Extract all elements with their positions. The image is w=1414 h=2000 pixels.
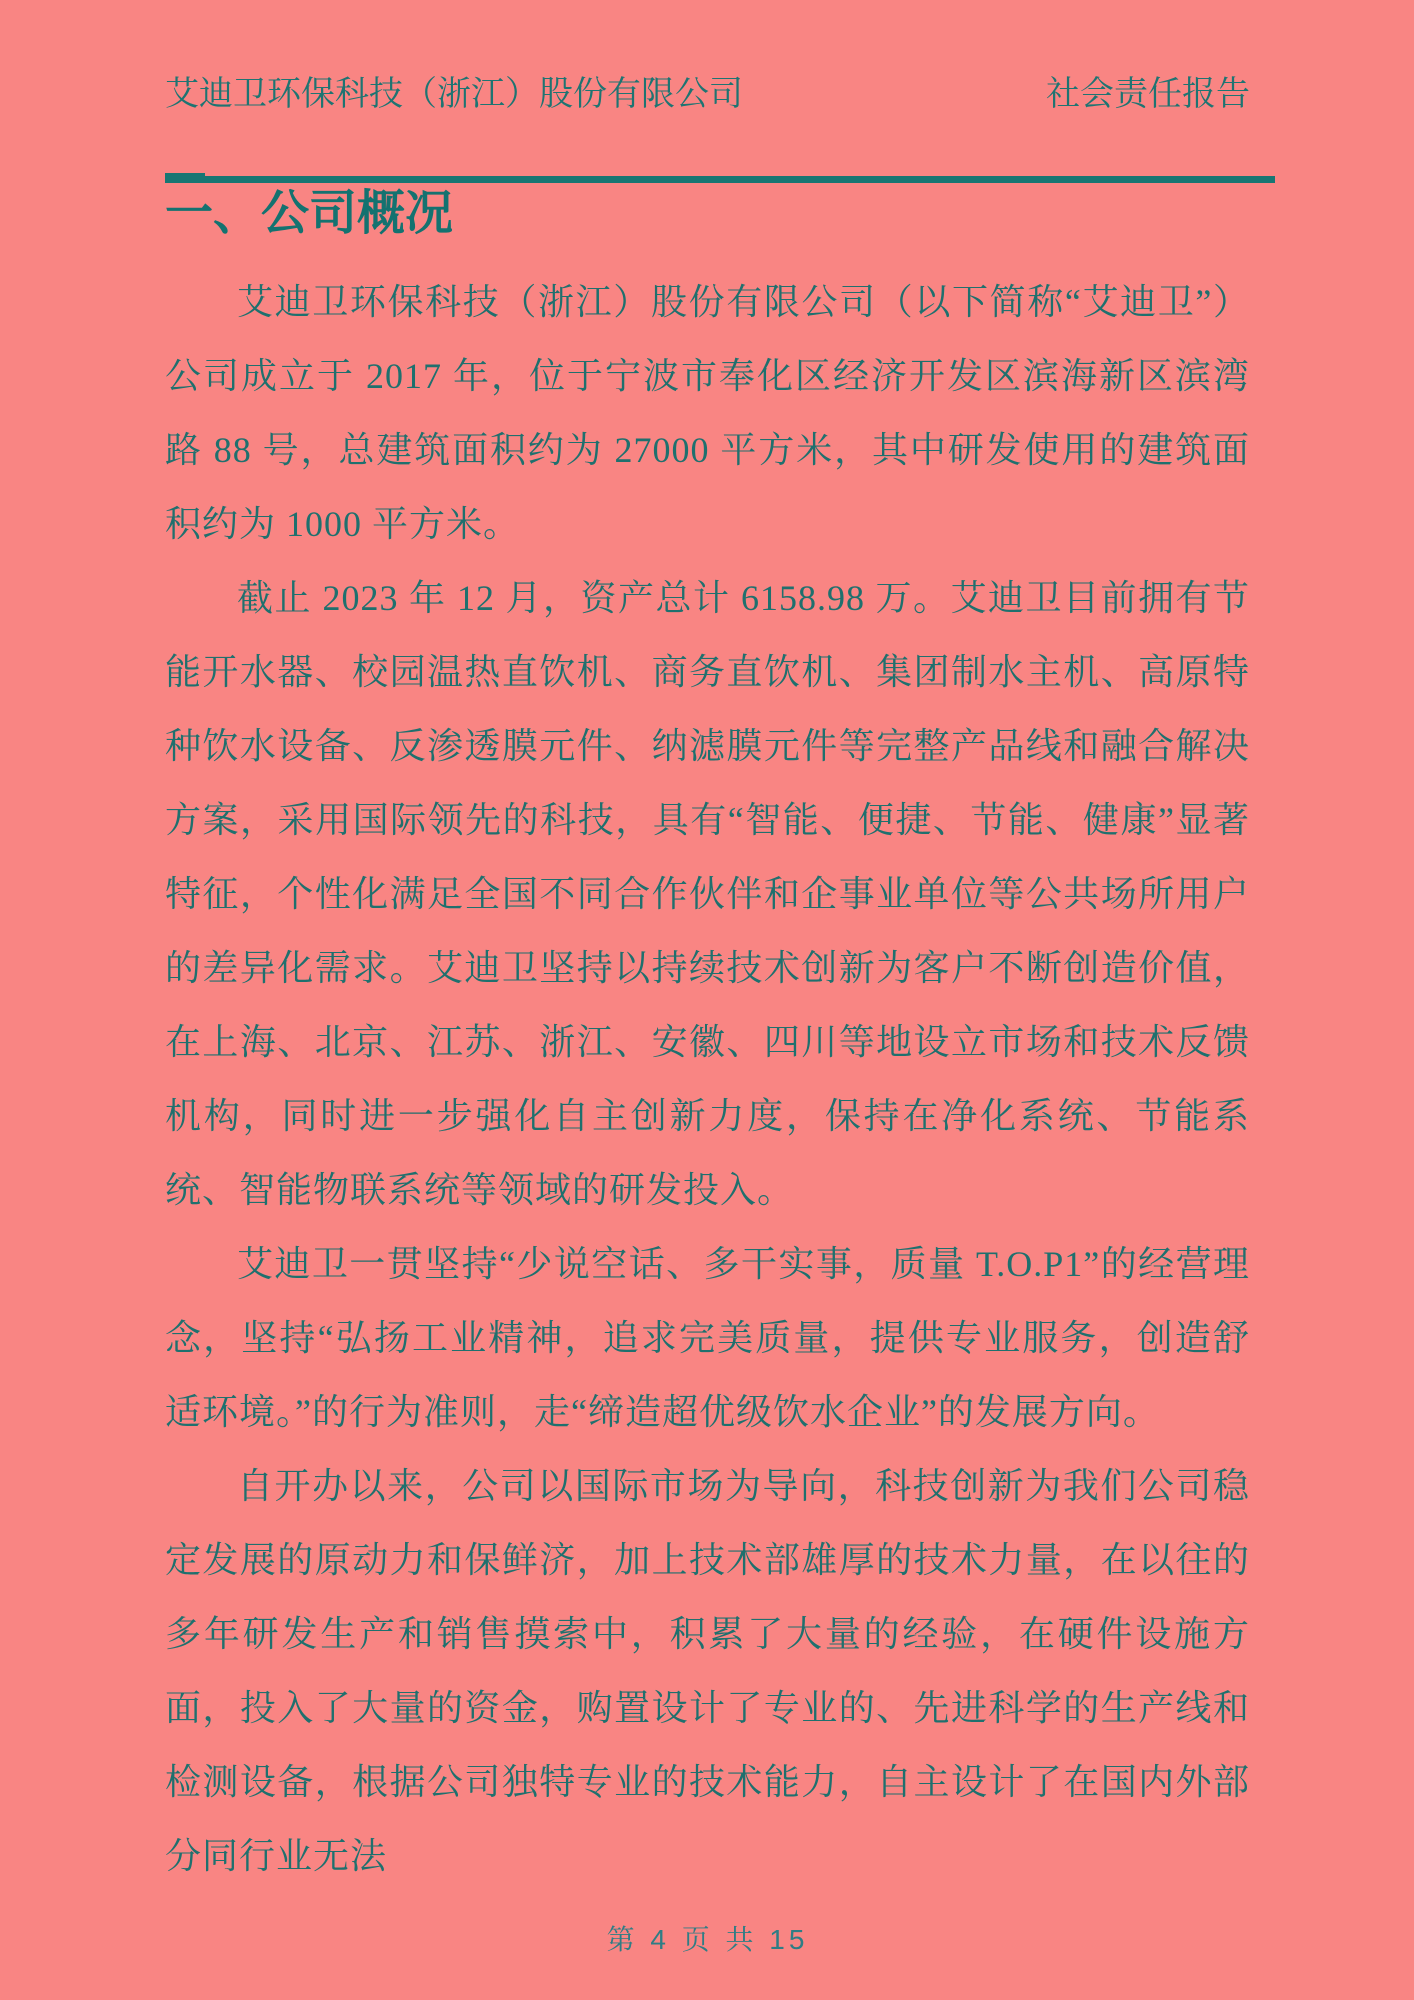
page-header <box>165 75 1250 115</box>
header-company-name: 艾迪卫环保科技（浙江）股份有限公司 <box>165 76 743 113</box>
section-heading: 一、公司概况 <box>165 187 454 240</box>
page-number-indicator: 第 4 页 共 15 <box>606 1924 809 1955</box>
header-report-title: 社会责任报告 <box>1046 76 1250 113</box>
header-rule <box>165 176 1275 183</box>
paragraph-company-intro: 艾迪卫环保科技（浙江）股份有限公司（以下简称“艾迪卫”）公司成立于 2017 年，位于宁波市奉化区经济开发区滨海新区滨湾路 88 号，总建筑面积约为 27000 平方米，其中研发使用的建筑面积约为 1000 平方米。 <box>165 282 1250 544</box>
body-text <box>165 265 1250 1893</box>
paragraph-development: 自开办以来，公司以国际市场为导向，科技创新为我们公司稳定发展的原动力和保鲜济，加上技术部雄厚的技术力量，在以往的多年研发生产和销售摸索中，积累了大量的经验，在硬件设施方面，投入了大量的资金，购置设计了专业的、先进科学的生产线和检测设备，根据公司独特专业的技术能力，自主设计了在国内外部分同行业无法 <box>165 1466 1250 1876</box>
paragraph-assets-products: 截止 2023 年 12 月，资产总计 6158.98 万。艾迪卫目前拥有节能开水器、校园温热直饮机、商务直饮机、集团制水主机、高原特种饮水设备、反渗透膜元件、纳滤膜元件等完整产品线和融合解决方案，采用国际领先的科技，具有“智能、便捷、节能、健康”显著特征，个性化满足全国不同合作伙伴和企事业单位等公共场所用户的差异化需求。艾迪卫坚持以持续技术创新为客户不断创造价值，在上海、北京、江苏、浙江、安徽、四川等地设立市场和技术反馈机构，同时进一步强化自主创新力度，保持在净化系统、节能系统、智能物联系统等领域的研发投入。 <box>165 578 1250 1210</box>
paragraph-philosophy: 艾迪卫一贯坚持“少说空话、多干实事，质量 T.O.P1”的经营理念，坚持“弘扬工业精神，追求完美质量，提供专业服务，创造舒适环境。”的行为准则，走“缔造超优级饮水企业”的发展方向。 <box>165 1244 1250 1432</box>
